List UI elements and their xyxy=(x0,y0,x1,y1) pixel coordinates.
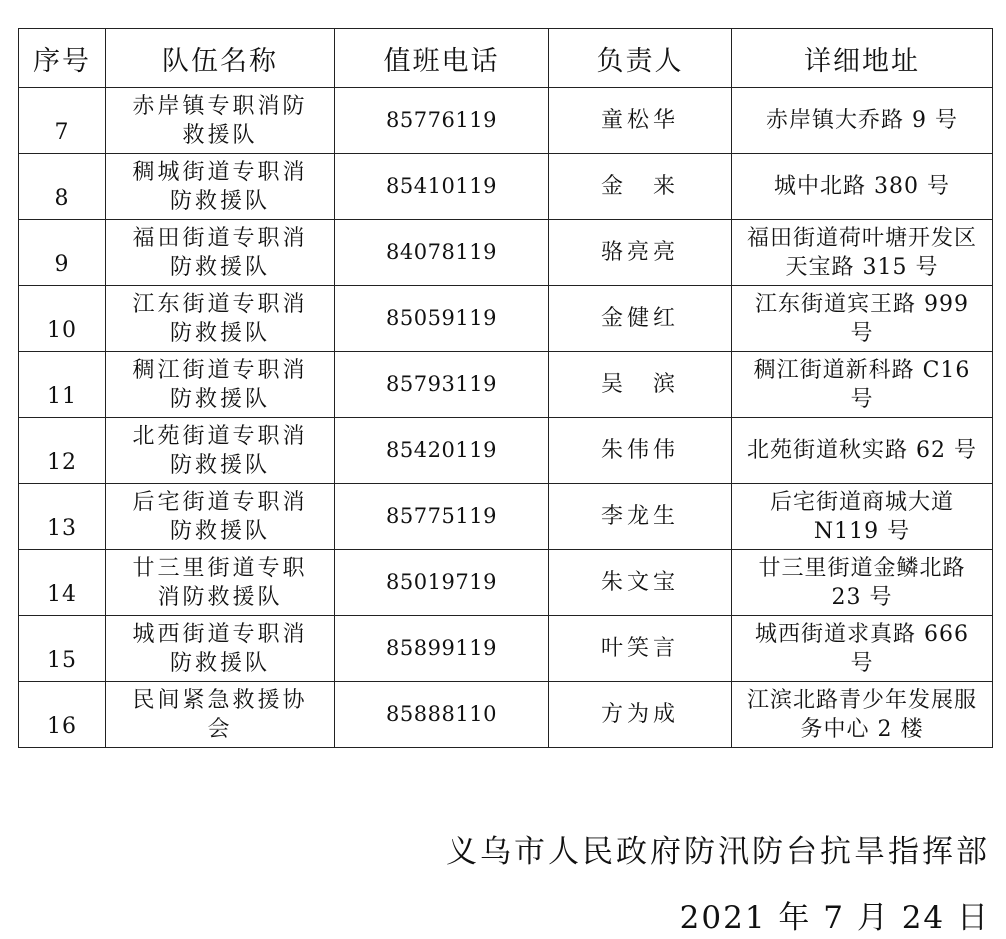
row-duty-phone: 85899119 xyxy=(335,616,549,682)
row-person-in-charge: 金 来 xyxy=(549,154,732,220)
table-row xyxy=(19,616,993,682)
row-address: 江滨北路青少年发展服务中心 2 楼 xyxy=(732,682,993,748)
row-duty-phone: 84078119 xyxy=(335,220,549,286)
row-team-name: 廿三里街道专职消防救援队 xyxy=(106,550,335,616)
row-address: 城西街道求真路 666 号 xyxy=(732,616,993,682)
row-duty-phone: 85019719 xyxy=(335,550,549,616)
row-person-in-charge: 吴 滨 xyxy=(549,352,732,418)
row-duty-phone: 85420119 xyxy=(335,418,549,484)
row-person-in-charge: 李龙生 xyxy=(549,484,732,550)
row-address: 北苑街道秋实路 62 号 xyxy=(732,418,993,484)
row-person-in-charge: 金健红 xyxy=(549,286,732,352)
row-address: 赤岸镇大乔路 9 号 xyxy=(732,88,993,154)
row-person-in-charge: 叶笑言 xyxy=(549,616,732,682)
row-address: 福田街道荷叶塘开发区天宝路 315 号 xyxy=(732,220,993,286)
row-team-name: 城西街道专职消防救援队 xyxy=(106,616,335,682)
table-header xyxy=(19,29,993,88)
row-team-name: 稠城街道专职消防救援队 xyxy=(106,154,335,220)
row-person-in-charge: 方为成 xyxy=(549,682,732,748)
row-seq: 13 xyxy=(19,484,106,550)
row-team-name: 后宅街道专职消防救援队 xyxy=(106,484,335,550)
row-address: 廿三里街道金鳞北路 23 号 xyxy=(732,550,993,616)
row-team-name: 福田街道专职消防救援队 xyxy=(106,220,335,286)
row-address: 江东街道宾王路 999 号 xyxy=(732,286,993,352)
row-team-name: 民间紧急救援协会 xyxy=(106,682,335,748)
header-person-in-charge: 负责人 xyxy=(549,29,732,88)
row-team-name: 稠江街道专职消防救援队 xyxy=(106,352,335,418)
row-person-in-charge: 朱伟伟 xyxy=(549,418,732,484)
table-body xyxy=(19,88,993,748)
table-row xyxy=(19,682,993,748)
row-team-name: 江东街道专职消防救援队 xyxy=(106,286,335,352)
row-address: 后宅街道商城大道 N119 号 xyxy=(732,484,993,550)
header-seq: 序号 xyxy=(19,29,106,88)
rescue-team-table xyxy=(18,28,993,748)
table-row xyxy=(19,154,993,220)
table-row xyxy=(19,352,993,418)
row-duty-phone: 85776119 xyxy=(335,88,549,154)
table-row xyxy=(19,484,993,550)
header-duty-phone: 值班电话 xyxy=(335,29,549,88)
row-seq: 10 xyxy=(19,286,106,352)
row-address: 稠江街道新科路 C16 号 xyxy=(732,352,993,418)
row-team-name: 赤岸镇专职消防救援队 xyxy=(106,88,335,154)
row-person-in-charge: 骆亮亮 xyxy=(549,220,732,286)
row-seq: 14 xyxy=(19,550,106,616)
table-row xyxy=(19,418,993,484)
header-team-name: 队伍名称 xyxy=(106,29,335,88)
row-team-name: 北苑街道专职消防救援队 xyxy=(106,418,335,484)
row-seq: 7 xyxy=(19,88,106,154)
row-seq: 16 xyxy=(19,682,106,748)
row-seq: 11 xyxy=(19,352,106,418)
row-address: 城中北路 380 号 xyxy=(732,154,993,220)
row-seq: 15 xyxy=(19,616,106,682)
row-seq: 12 xyxy=(19,418,106,484)
row-duty-phone: 85059119 xyxy=(335,286,549,352)
table-row xyxy=(19,286,993,352)
row-seq: 9 xyxy=(19,220,106,286)
row-duty-phone: 85793119 xyxy=(335,352,549,418)
table-row xyxy=(19,220,993,286)
row-person-in-charge: 童松华 xyxy=(549,88,732,154)
row-duty-phone: 85775119 xyxy=(335,484,549,550)
row-person-in-charge: 朱文宝 xyxy=(549,550,732,616)
table-row xyxy=(19,550,993,616)
row-seq: 8 xyxy=(19,154,106,220)
issuing-organization: 义乌市人民政府防汛防台抗旱指挥部 xyxy=(446,834,990,870)
row-duty-phone: 85888110 xyxy=(335,682,549,748)
row-duty-phone: 85410119 xyxy=(335,154,549,220)
header-address: 详细地址 xyxy=(732,29,993,88)
issue-date: 2021 年 7 月 24 日 xyxy=(679,900,990,936)
header-row xyxy=(19,29,993,88)
table-row xyxy=(19,88,993,154)
